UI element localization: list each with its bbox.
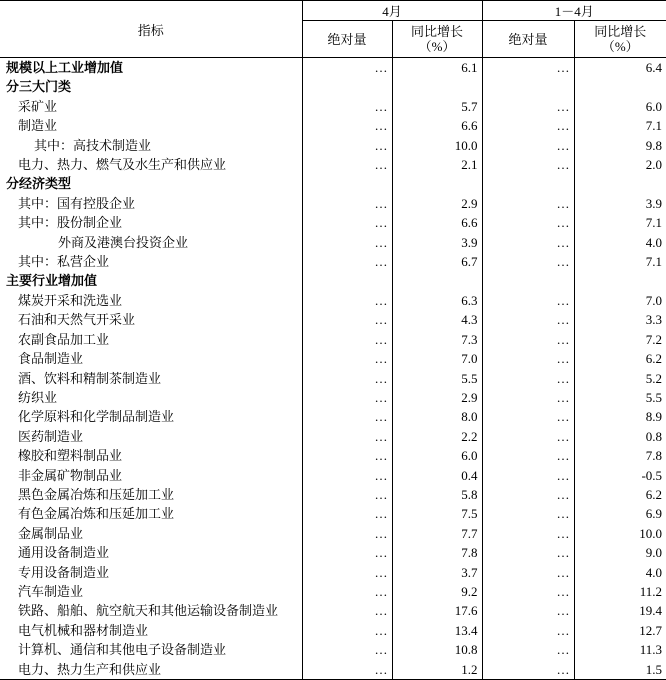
april-growth-cell: 13.4 [392, 621, 482, 640]
april-growth-cell: 7.8 [392, 543, 482, 562]
april-absolute-cell: … [302, 660, 392, 680]
row-label: 酒、饮料和精制茶制造业 [0, 369, 302, 388]
april-growth-cell: 7.7 [392, 524, 482, 543]
jan-apr-growth-cell: 7.8 [645, 448, 663, 464]
jan-apr-growth-cell: 12.7 [639, 622, 663, 638]
april-absolute-cell: … [302, 563, 392, 582]
table-row [0, 116, 666, 135]
row-label: 化学原料和化学制品制造业 [0, 407, 302, 426]
april-absolute-cell: … [302, 524, 392, 543]
jan-apr-growth-cell [574, 77, 666, 96]
april-growth-cell: 10.8 [392, 640, 482, 659]
table-row [0, 310, 666, 329]
april-absolute-cell: … [302, 640, 392, 659]
jan-apr-growth-cell: 7.1 [645, 254, 663, 270]
april-absolute-cell: … [302, 116, 392, 135]
jan-apr-growth-cell: 6.4 [645, 60, 663, 75]
jan-apr-absolute-cell: … [482, 194, 574, 213]
april-absolute-cell: … [302, 291, 392, 310]
april-growth-cell: 7.5 [392, 504, 482, 523]
jan-apr-growth-cell: 7.1 [645, 215, 663, 231]
row-label: 主要行业增加值 [0, 271, 302, 290]
april-absolute-cell: … [302, 252, 392, 271]
april-header: 4月 [302, 1, 482, 21]
april-growth-cell [392, 174, 482, 193]
april-growth-cell: 0.4 [392, 466, 482, 485]
april-absolute-cell: … [302, 58, 392, 78]
jan-apr-absolute-header: 绝对量 [482, 21, 574, 58]
table-row [0, 582, 666, 601]
april-growth-cell [392, 77, 482, 96]
jan-apr-growth-cell: 7.1 [645, 118, 663, 134]
april-absolute-cell: … [302, 466, 392, 485]
april-absolute-cell: … [302, 349, 392, 368]
jan-apr-growth-cell: 5.5 [645, 389, 663, 405]
april-growth-cell: 6.6 [392, 116, 482, 135]
table-row [0, 504, 666, 523]
jan-apr-absolute-cell: … [482, 563, 574, 582]
jan-apr-growth-cell [574, 174, 666, 193]
jan-apr-growth-cell: -0.5 [641, 467, 663, 483]
table-row [0, 466, 666, 485]
jan-apr-growth-cell: 0.8 [645, 428, 663, 444]
table-row [0, 640, 666, 659]
jan-apr-absolute-cell: … [482, 291, 574, 310]
jan-apr-absolute-cell: … [482, 660, 574, 680]
row-label: 规模以上工业增加值 [0, 58, 302, 78]
table-row [0, 77, 666, 96]
row-label: 农副食品加工业 [0, 330, 302, 349]
jan-apr-absolute-cell: … [482, 97, 574, 116]
row-label: 通用设备制造业 [0, 543, 302, 562]
jan-apr-absolute-cell: … [482, 621, 574, 640]
april-growth-cell: 4.3 [392, 310, 482, 329]
april-absolute-cell: … [302, 407, 392, 426]
april-absolute-cell: … [302, 233, 392, 252]
table-row [0, 543, 666, 562]
april-growth-cell: 5.8 [392, 485, 482, 504]
april-growth-cell: 6.7 [392, 252, 482, 271]
jan-apr-absolute-cell: … [482, 427, 574, 446]
table-row [0, 369, 666, 388]
table-row [0, 660, 666, 680]
row-label: 制造业 [0, 116, 302, 135]
jan-apr-absolute-cell: … [482, 601, 574, 620]
table-row [0, 621, 666, 640]
row-label: 电力、热力、燃气及水生产和供应业 [0, 155, 302, 174]
indicator-header: 指标 [0, 1, 302, 58]
jan-apr-growth-cell: 4.0 [645, 564, 663, 580]
april-growth-header: 同比增长 （%） [392, 21, 482, 58]
row-label: 纺织业 [0, 388, 302, 407]
table-row [0, 233, 666, 252]
jan-apr-absolute-cell: … [482, 524, 574, 543]
april-absolute-cell: … [302, 504, 392, 523]
table-row [0, 291, 666, 310]
jan-apr-growth-cell: 6.0 [645, 98, 663, 114]
jan-apr-absolute-cell [482, 77, 574, 96]
april-growth-cell: 7.3 [392, 330, 482, 349]
row-label: 其中：高技术制造业 [0, 136, 302, 155]
april-absolute-cell [302, 77, 392, 96]
jan-apr-growth-cell: 11.2 [639, 583, 663, 599]
table-row [0, 349, 666, 368]
jan-apr-growth-cell: 6.2 [645, 351, 663, 367]
april-growth-cell: 6.6 [392, 213, 482, 232]
jan-apr-absolute-cell: … [482, 582, 574, 601]
row-label: 分三大门类 [0, 77, 302, 96]
table-row [0, 271, 666, 290]
jan-apr-absolute-cell [482, 174, 574, 193]
jan-apr-absolute-cell: … [482, 213, 574, 232]
row-label: 其中：私营企业 [0, 252, 302, 271]
row-label: 专用设备制造业 [0, 563, 302, 582]
jan-apr-growth-cell: 2.0 [645, 157, 663, 173]
table-row [0, 58, 666, 78]
table-row [0, 97, 666, 116]
row-label: 煤炭开采和洗选业 [0, 291, 302, 310]
row-label: 电力、热力生产和供应业 [0, 660, 302, 680]
jan-apr-absolute-cell: … [482, 388, 574, 407]
april-growth-cell: 9.2 [392, 582, 482, 601]
april-growth-cell: 2.9 [392, 194, 482, 213]
row-label: 电气机械和器材制造业 [0, 621, 302, 640]
jan-apr-absolute-cell: … [482, 155, 574, 174]
row-label: 汽车制造业 [0, 582, 302, 601]
april-growth-cell: 1.2 [392, 660, 482, 680]
jan-apr-growth-cell: 19.4 [639, 603, 663, 619]
april-absolute-cell: … [302, 155, 392, 174]
jan-apr-absolute-cell: … [482, 116, 574, 135]
april-growth-cell [392, 271, 482, 290]
jan-apr-growth-cell [574, 271, 666, 290]
table-body [0, 58, 666, 680]
jan-apr-absolute-cell: … [482, 58, 574, 78]
april-absolute-cell: … [302, 601, 392, 620]
table-row [0, 388, 666, 407]
row-label: 食品制造业 [0, 349, 302, 368]
row-label: 采矿业 [0, 97, 302, 116]
april-growth-cell: 3.7 [392, 563, 482, 582]
april-absolute-cell: … [302, 446, 392, 465]
april-growth-cell: 6.1 [392, 58, 482, 78]
jan-apr-growth-cell: 3.9 [645, 195, 663, 211]
table-row [0, 252, 666, 271]
april-growth-cell: 2.1 [392, 155, 482, 174]
table-row [0, 446, 666, 465]
april-growth-cell: 2.2 [392, 427, 482, 446]
jan-apr-absolute-cell [482, 271, 574, 290]
jan-apr-growth-cell: 8.9 [645, 409, 663, 425]
jan-apr-absolute-cell: … [482, 136, 574, 155]
april-absolute-cell: … [302, 369, 392, 388]
april-growth-cell: 3.9 [392, 233, 482, 252]
april-absolute-cell: … [302, 485, 392, 504]
row-label: 非金属矿物制品业 [0, 466, 302, 485]
april-absolute-cell: … [302, 310, 392, 329]
table-row [0, 174, 666, 193]
april-growth-cell: 7.0 [392, 349, 482, 368]
table-row [0, 194, 666, 213]
april-absolute-cell: … [302, 213, 392, 232]
jan-apr-absolute-cell: … [482, 310, 574, 329]
row-label: 计算机、通信和其他电子设备制造业 [0, 640, 302, 659]
row-label: 医药制造业 [0, 427, 302, 446]
april-absolute-cell: … [302, 330, 392, 349]
table-row [0, 563, 666, 582]
jan-apr-absolute-cell: … [482, 543, 574, 562]
table-row [0, 427, 666, 446]
row-label: 石油和天然气开采业 [0, 310, 302, 329]
jan-apr-absolute-cell: … [482, 446, 574, 465]
table-row [0, 407, 666, 426]
row-label: 其中：国有控股企业 [0, 194, 302, 213]
jan-apr-growth-cell: 7.2 [645, 331, 663, 347]
april-absolute-cell: … [302, 543, 392, 562]
april-growth-cell: 17.6 [392, 601, 482, 620]
april-absolute-cell: … [302, 388, 392, 407]
jan-apr-absolute-cell: … [482, 640, 574, 659]
jan-apr-growth-cell: 3.3 [645, 312, 663, 328]
row-label: 其中：股份制企业 [0, 213, 302, 232]
april-growth-cell: 6.3 [392, 291, 482, 310]
april-absolute-cell: … [302, 136, 392, 155]
table-row [0, 485, 666, 504]
april-absolute-cell [302, 174, 392, 193]
april-growth-cell: 5.7 [392, 97, 482, 116]
row-label: 金属制品业 [0, 524, 302, 543]
jan-apr-growth-cell: 5.2 [645, 370, 663, 386]
row-label: 分经济类型 [0, 174, 302, 193]
jan-apr-absolute-cell: … [482, 466, 574, 485]
april-absolute-cell: … [302, 194, 392, 213]
jan-apr-growth-cell: 6.2 [645, 486, 663, 502]
jan-apr-absolute-cell: … [482, 252, 574, 271]
april-absolute-cell: … [302, 427, 392, 446]
april-growth-cell: 5.5 [392, 369, 482, 388]
jan-apr-absolute-cell: … [482, 485, 574, 504]
jan-apr-growth-cell: 7.0 [645, 292, 663, 308]
row-label: 外商及港澳台投资企业 [0, 233, 302, 252]
jan-apr-absolute-cell: … [482, 407, 574, 426]
april-absolute-cell: … [302, 621, 392, 640]
jan-apr-growth-header: 同比增长 （%） [574, 21, 666, 58]
row-label: 有色金属冶炼和压延加工业 [0, 504, 302, 523]
jan-apr-header: 1－4月 [482, 1, 666, 21]
table-row [0, 155, 666, 174]
jan-apr-absolute-cell: … [482, 233, 574, 252]
row-label: 橡胶和塑料制品业 [0, 446, 302, 465]
table-row [0, 601, 666, 620]
jan-apr-absolute-cell: … [482, 330, 574, 349]
april-growth-cell: 8.0 [392, 407, 482, 426]
jan-apr-growth-cell: 11.3 [639, 642, 663, 658]
jan-apr-absolute-cell: … [482, 349, 574, 368]
april-growth-cell: 10.0 [392, 136, 482, 155]
april-absolute-cell: … [302, 97, 392, 116]
jan-apr-growth-cell: 4.0 [645, 234, 663, 250]
jan-apr-growth-cell: 9.8 [645, 137, 663, 153]
april-absolute-cell: … [302, 582, 392, 601]
row-label: 黑色金属冶炼和压延加工业 [0, 485, 302, 504]
table-row [0, 524, 666, 543]
jan-apr-growth-cell: 6.9 [645, 506, 663, 522]
jan-apr-growth-cell: 1.5 [574, 660, 666, 680]
jan-apr-growth-cell: 10.0 [639, 525, 663, 541]
row-label: 铁路、船舶、航空航天和其他运输设备制造业 [0, 601, 302, 620]
april-growth-cell: 2.9 [392, 388, 482, 407]
april-absolute-cell [302, 271, 392, 290]
table-row [0, 213, 666, 232]
jan-apr-absolute-cell: … [482, 369, 574, 388]
april-absolute-header: 绝对量 [302, 21, 392, 58]
april-growth-cell: 6.0 [392, 446, 482, 465]
jan-apr-growth-cell: 9.0 [645, 545, 663, 561]
table-row [0, 136, 666, 155]
table-row [0, 330, 666, 349]
jan-apr-absolute-cell: … [482, 504, 574, 523]
